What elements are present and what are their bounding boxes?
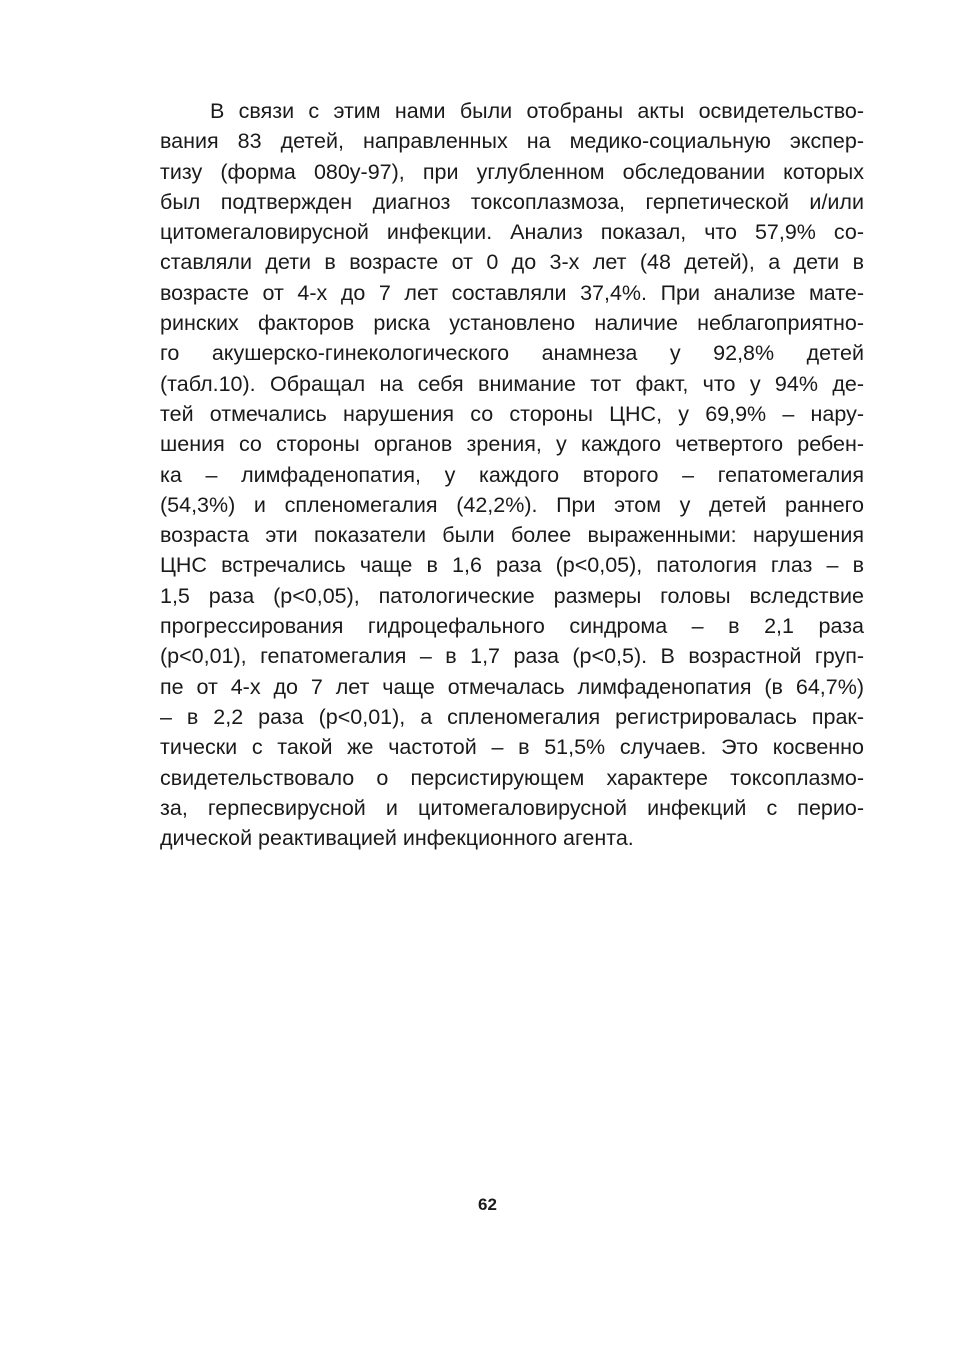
- text-line: 1,5 раза (р<0,05), патологические размеры головы вследствие: [160, 583, 864, 608]
- text-line: ЦНС встречались чаще в 1,6 раза (р<0,05), патология глаз – в: [160, 553, 864, 578]
- text-line: тизу (форма 080у-97), при углубленном обследовании которых: [160, 159, 864, 184]
- text-line: ка – лимфаденопатия, у каждого второго – гепатомегалия: [160, 462, 864, 487]
- text-line: тически с такой же частотой – в 51,5% случаев. Это косвенно: [160, 735, 864, 760]
- text-line: го акушерско-гинекологического анамнеза у 92,8% детей: [160, 341, 864, 366]
- text-line: ставляли дети в возрасте от 0 до 3-х лет (48 детей), а дети в: [160, 250, 864, 275]
- text-line: вания 83 детей, направленных на медико-социальную экспер-: [160, 129, 864, 154]
- page-number: 62: [478, 1195, 497, 1214]
- text-line: тей отмечались нарушения со стороны ЦНС, у 69,9% – нару-: [160, 401, 864, 426]
- text-line: пе от 4-х до 7 лет чаще отмечалась лимфаденопатия (в 64,7%): [160, 674, 864, 699]
- text-line: (табл.10). Обращал на себя внимание тот факт, что у 94% де-: [160, 371, 864, 396]
- text-line-last: дической реактивацией инфекционного агента.: [160, 826, 634, 851]
- text-line: В связи с этим нами были отобраны акты освидетельство-: [210, 99, 864, 123]
- text-line: – в 2,2 раза (р<0,01), а спленомегалия регистрировалась прак-: [160, 704, 864, 729]
- text-line: за, герпесвирусной и цитомегаловирусной инфекций с перио-: [160, 795, 864, 820]
- text-line: шения со стороны органов зрения, у каждого четвертого ребен-: [160, 432, 864, 457]
- text-line: возрасте от 4-х до 7 лет составляли 37,4%. При анализе мате-: [160, 280, 864, 305]
- text-line: свидетельствовало о персистирующем характере токсоплазмо-: [160, 765, 864, 790]
- text-line: прогрессирования гидроцефального синдрома – в 2,1 раза: [160, 614, 864, 639]
- text-line: был подтвержден диагноз токсоплазмоза, герпетической и/или: [160, 189, 864, 214]
- text-line: (р<0,01), гепатомегалия – в 1,7 раза (р<0,5). В возрастной груп-: [160, 644, 864, 669]
- body-paragraph: [160, 96, 864, 853]
- text-line: ринских факторов риска установлено наличие неблагоприятно-: [160, 311, 864, 336]
- text-line: цитомегаловирусной инфекции. Анализ показал, что 57,9% со-: [160, 220, 864, 245]
- text-line: (54,3%) и спленомегалия (42,2%). При этом у детей раннего: [160, 492, 864, 517]
- text-line: возраста эти показатели были более выраженными: нарушения: [160, 523, 864, 548]
